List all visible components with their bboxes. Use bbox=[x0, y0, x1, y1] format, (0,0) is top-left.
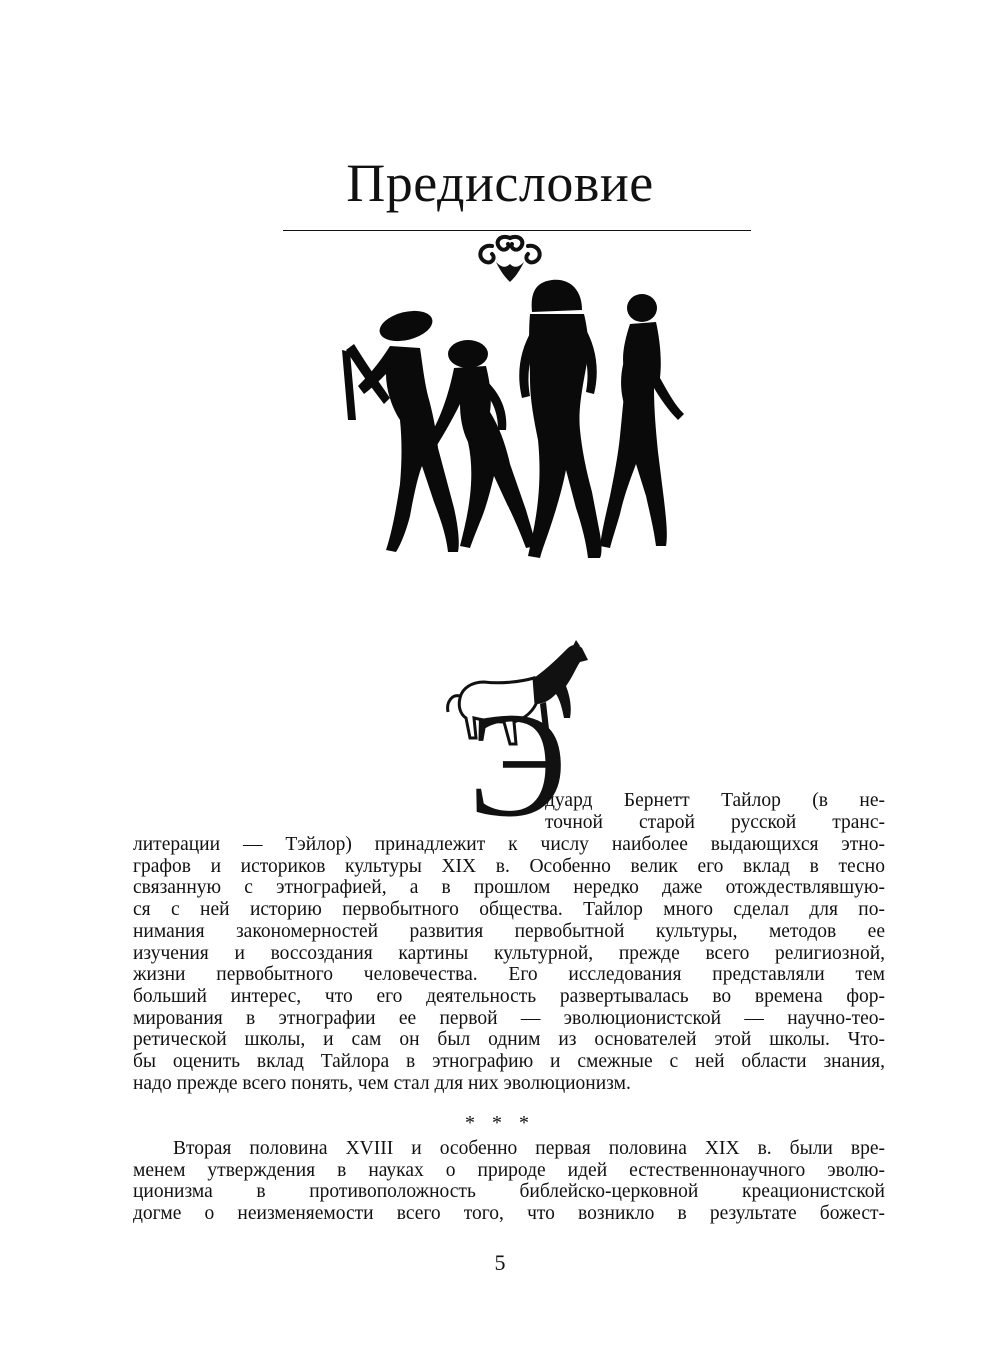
text-line: графов и историков культуры XIX в. Особенно велик его вклад в тесно bbox=[133, 855, 885, 877]
text-line: ционизма в противоположность библейско-церковной креационистской bbox=[133, 1181, 885, 1203]
text-line: мирования в этнографии ее первой — эволюционистской — научно-тео- bbox=[133, 1007, 885, 1029]
drop-cap-letter: Э bbox=[468, 682, 568, 848]
text-line: бы оценить вклад Тайлора в этнографию и смежные с ней области знания, bbox=[133, 1051, 885, 1073]
text-line: изучения и воссоздания картины культурной, прежде всего религиозной, bbox=[133, 942, 885, 964]
text-line: нимания закономерностей развития первобытной культуры, методов ее bbox=[133, 920, 885, 942]
text-line: литерации — Тэйлор) принадлежит к числу наиболее выдающихся этно- bbox=[133, 834, 885, 855]
petroglyph-human-figures bbox=[330, 270, 700, 560]
page-title: Предисловие bbox=[346, 153, 654, 213]
text-line: ретической школы, и сам он был одним из основателей этой школы. Что- bbox=[133, 1029, 885, 1051]
text-line: надо прежде всего понять, чем стал для них эволюционизм. bbox=[133, 1072, 631, 1094]
text-line: жизни первобытного человечества. Его исследования представляли тем bbox=[133, 964, 885, 986]
page-number: 5 bbox=[494, 1250, 506, 1275]
text-line: больший интерес, что его деятельность развертывалась во времена фор- bbox=[133, 985, 885, 1007]
text-line: менем утверждения в науках о природе идей естественнонаучного эволю- bbox=[133, 1159, 885, 1181]
text-line: связанную с этнографией, а в прошлом нередко даже отождествлявшую- bbox=[133, 877, 885, 899]
opening-lines bbox=[545, 790, 885, 833]
text-line: ся с ней историю первобытного общества. Тайлор много сделал для по- bbox=[133, 899, 885, 921]
title-rule bbox=[283, 230, 751, 231]
text-line: точной старой русской транс- bbox=[545, 811, 885, 833]
text-line: Вторая половина XVIII и особенно первая половина XIX в. были вре- bbox=[173, 1138, 885, 1159]
text-line: дуард Бернетт Тайлор (в не- bbox=[545, 790, 885, 811]
text-line: догме о неизменяемости всего того, что возникло в результате божест- bbox=[133, 1203, 885, 1225]
paragraph-1 bbox=[133, 834, 885, 1094]
paragraph-2 bbox=[133, 1138, 885, 1225]
section-separator: * * * bbox=[465, 1112, 535, 1134]
